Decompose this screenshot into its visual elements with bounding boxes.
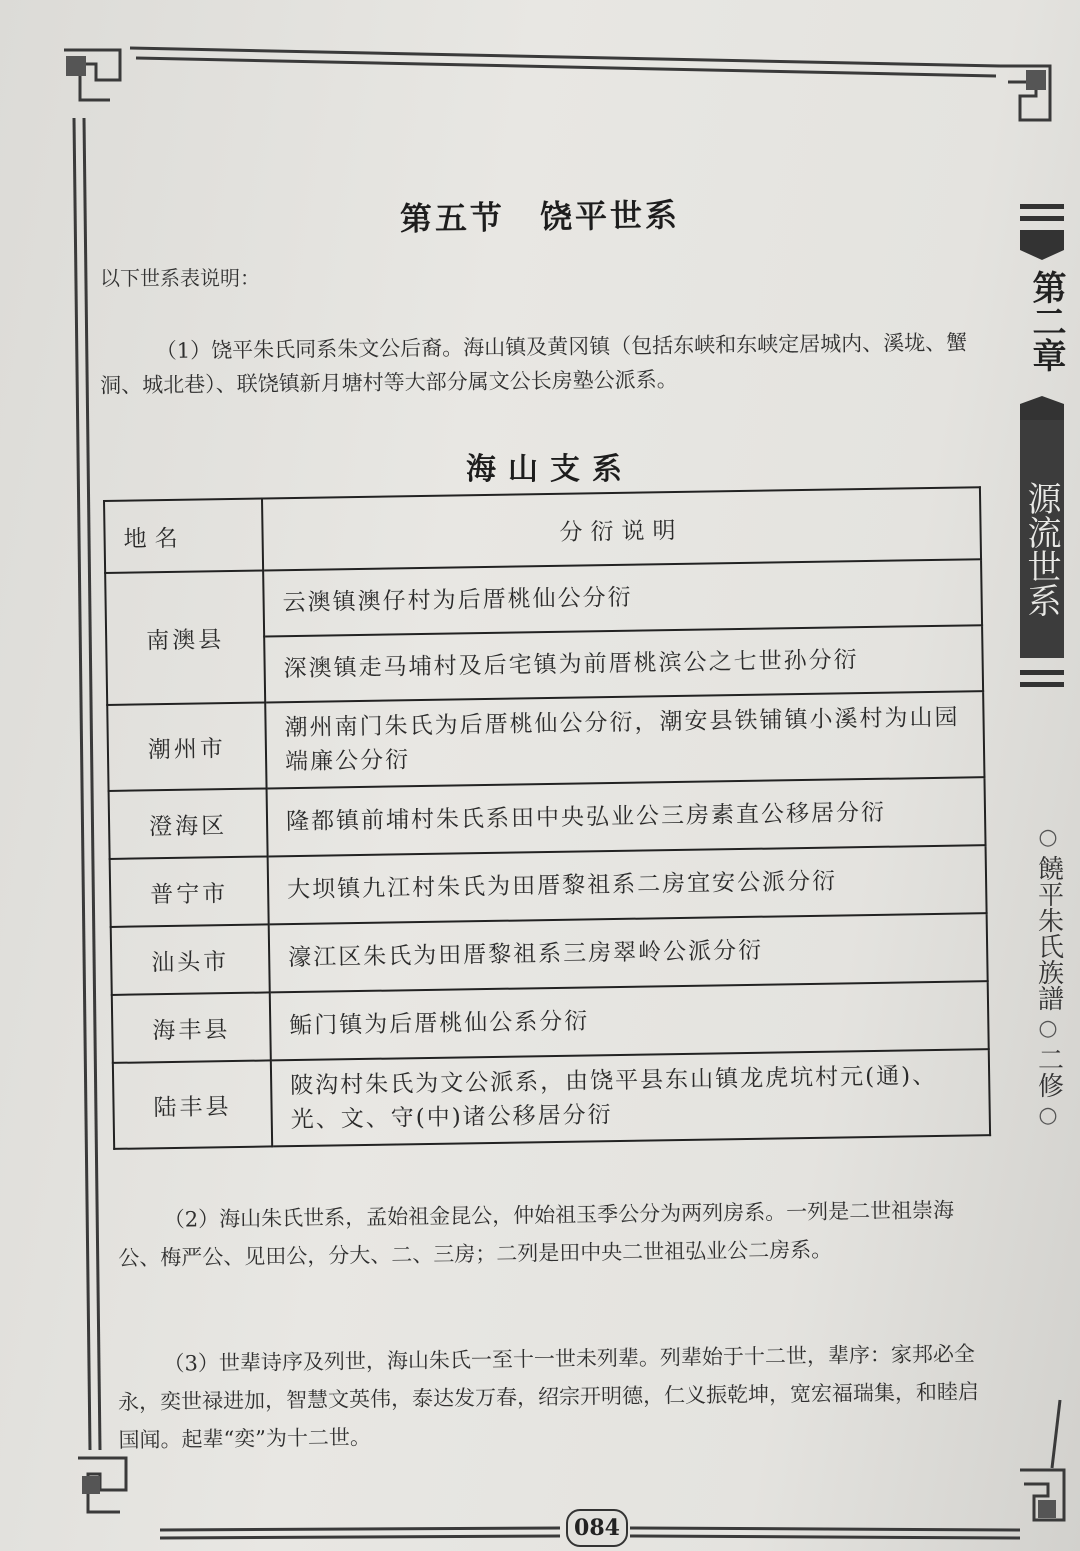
book-title-vertical <box>1030 820 1066 1133</box>
branch-title: 海山支系 <box>466 452 634 487</box>
row-description: 鲘门镇为后厝桃仙公系分衍 <box>270 981 989 1060</box>
note-paragraph-2: （2）海山朱氏世系，孟始祖金昆公，仲始祖玉季公分为两列房系。一列是二世祖崇海公、梅严公、见田公，分大、二、三房；二列是田中央二世祖弘业公二房系。 <box>118 1198 955 1271</box>
row-place: 陆丰县 <box>113 1060 272 1148</box>
row-description: 隆都镇前埔村朱氏系田中央弘业公三房素直公移居分衍 <box>267 777 986 856</box>
row-place: 普宁市 <box>110 856 269 926</box>
note-paragraph-3: （3）世辈诗序及列世，海山朱氏一至十一世未列辈。列辈始于十二世，辈序：家邦必全永，奕世禄进加，智慧文英伟，泰达发万春，绍宗开明德，仁义振乾坤，宽宏福瑞集，和睦启国闻。起辈“奕”为十二世。 <box>117 1341 980 1453</box>
row-description: 深澳镇走马埔村及后宅镇为前厝桃滨公之七世孙分衍 <box>264 625 983 702</box>
chapter-name: 源流世系 <box>1020 420 1064 658</box>
row-description: 云澳镇澳仔村为后厝桃仙公分衍 <box>263 559 982 636</box>
table-header-row <box>104 487 981 573</box>
note-paragraph-1: （1）饶平朱氏同系朱文公后裔。海山镇及黄冈镇（包括东峡和东峡定居城内、溪垅、蟹洞、城北巷）、联饶镇新月塘村等大部分属文公长房塾公派系。 <box>100 330 968 398</box>
row-place: 南澳县 <box>105 570 265 704</box>
row-description: 濠江区朱氏为田厝黎祖系三房翠岭公派分衍 <box>269 913 988 992</box>
book-title: 饒平朱氏族譜 <box>1033 855 1064 1011</box>
row-place: 澄海区 <box>109 788 268 858</box>
chapter-number: 第二章 <box>1026 270 1066 372</box>
lineage-table <box>103 486 991 1150</box>
table-row <box>113 1049 990 1149</box>
circle-ornament-icon: ○ <box>1038 1103 1058 1128</box>
row-description: 陂沟村朱氏为文公派系，由饶平县东山镇龙虎坑村元(通)、光、文、守(中)诸公移居分衍 <box>271 1049 990 1146</box>
header-place: 地名 <box>104 499 263 573</box>
section-title: 第五节 饶平世系 <box>399 196 681 238</box>
row-description: 潮州南门朱氏为后厝桃仙公分衍，潮安县铁铺镇小溪村为山园端廉公分衍 <box>265 691 984 788</box>
header-description: 分衍说明 <box>262 487 981 570</box>
table-row <box>107 691 984 791</box>
row-place: 海丰县 <box>112 992 271 1062</box>
intro-text: 以下世系表说明： <box>100 266 260 290</box>
page-number: 084 <box>566 1509 628 1547</box>
row-description: 大坝镇九江村朱氏为田厝黎祖系二房宜安公派分衍 <box>268 845 987 924</box>
circle-ornament-icon: ○ <box>1038 825 1058 850</box>
book-edition: 二修 <box>1033 1046 1064 1098</box>
row-place: 汕头市 <box>111 924 270 994</box>
row-place: 潮州市 <box>107 702 266 790</box>
circle-ornament-icon: ○ <box>1038 1016 1058 1041</box>
